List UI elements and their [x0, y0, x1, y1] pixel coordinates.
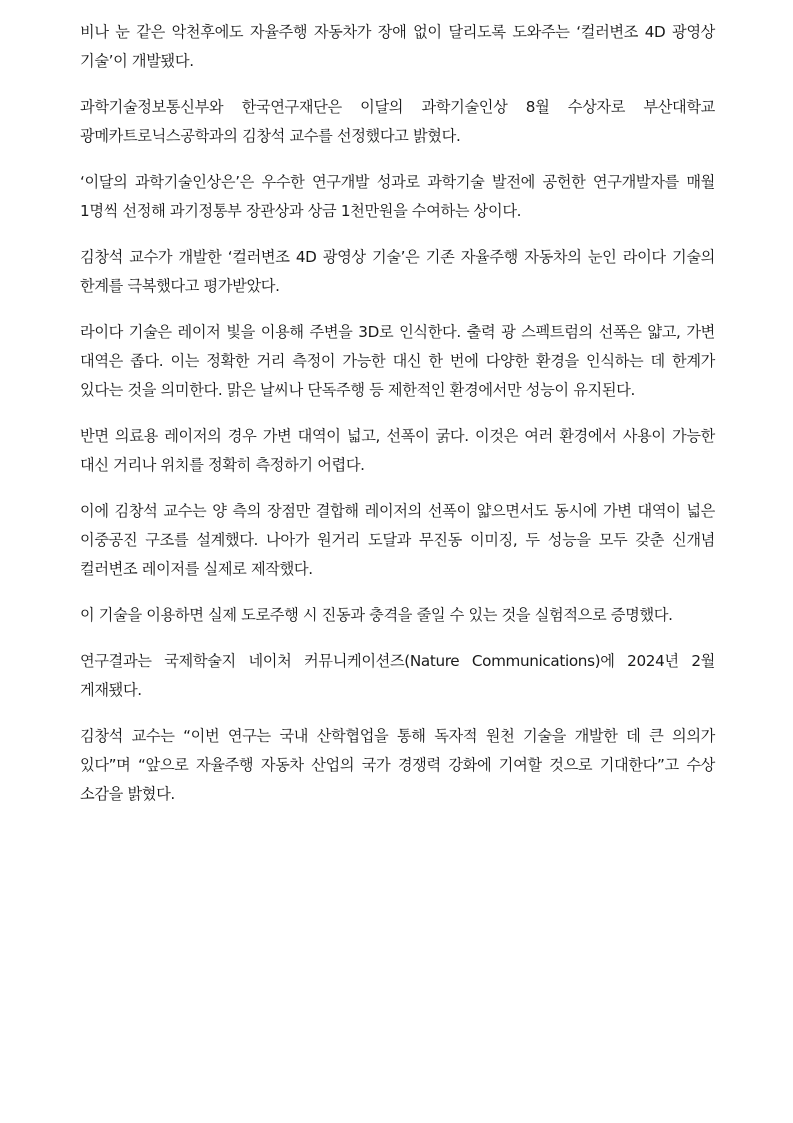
paragraph-2: 과학기술정보통신부와 한국연구재단은 이달의 과학기술인상 8월 수상자로 부산대학교 광메카트로닉스공학과의 김창석 교수를 선정했다고 밝혔다. [80, 98, 715, 145]
paragraph-10: 김창석 교수는 “이번 연구는 국내 산학협업을 통해 독자적 원천 기술을 개발한 데 큰 의의가 있다”며 “앞으로 자율주행 자동차 산업의 국가 경쟁력 강화에 기여할 것으로 기대한다”고 수상 소감을 밝혔다. [80, 727, 715, 803]
paragraph-5: 라이다 기술은 레이저 빛을 이용해 주변을 3D로 인식한다. 출력 광 스펙트럼의 선폭은 얇고, 가변 대역은 좁다. 이는 정확한 거리 측정이 가능한 대신 한 번에 다양한 환경을 인식하는 데 한계가 있다는 것을 의미한다. 맑은 날씨나 단독주행 등 제한적인 환경에서만 성능이 유지된다. [80, 323, 715, 399]
article-body [80, 18, 715, 826]
paragraph-6: 반면 의료용 레이저의 경우 가변 대역이 넓고, 선폭이 굵다. 이것은 여러 환경에서 사용이 가능한 대신 거리나 위치를 정확히 측정하기 어렵다. [80, 427, 715, 474]
paragraph-3: ‘이달의 과학기술인상은’은 우수한 연구개발 성과로 과학기술 발전에 공헌한 연구개발자를 매월 1명씩 선정해 과기정통부 장관상과 상금 1천만원을 수여하는 상이다. [80, 173, 715, 220]
paragraph-1: 비나 눈 같은 악천후에도 자율주행 자동차가 장애 없이 달리도록 도와주는 ‘컬러변조 4D 광영상 기술’이 개발됐다. [80, 23, 715, 70]
paragraph-9: 연구결과는 국제학술지 네이처 커뮤니케이션즈(Nature Communications)에 2024년 2월 게재됐다. [80, 652, 715, 699]
paragraph-8: 이 기술을 이용하면 실제 도로주행 시 진동과 충격을 줄일 수 있는 것을 실험적으로 증명했다. [80, 606, 673, 624]
paragraph-7: 이에 김창석 교수는 양 측의 장점만 결합해 레이저의 선폭이 얇으면서도 동시에 가변 대역이 넓은 이중공진 구조를 설계했다. 나아가 원거리 도달과 무진동 이미징, 두 성능을 모두 갖춘 신개념 컬러변조 레이저를 실제로 제작했다. [80, 502, 715, 578]
paragraph-4: 김창석 교수가 개발한 ‘컬러변조 4D 광영상 기술’은 기존 자율주행 자동차의 눈인 라이다 기술의 한계를 극복했다고 평가받았다. [80, 248, 715, 295]
